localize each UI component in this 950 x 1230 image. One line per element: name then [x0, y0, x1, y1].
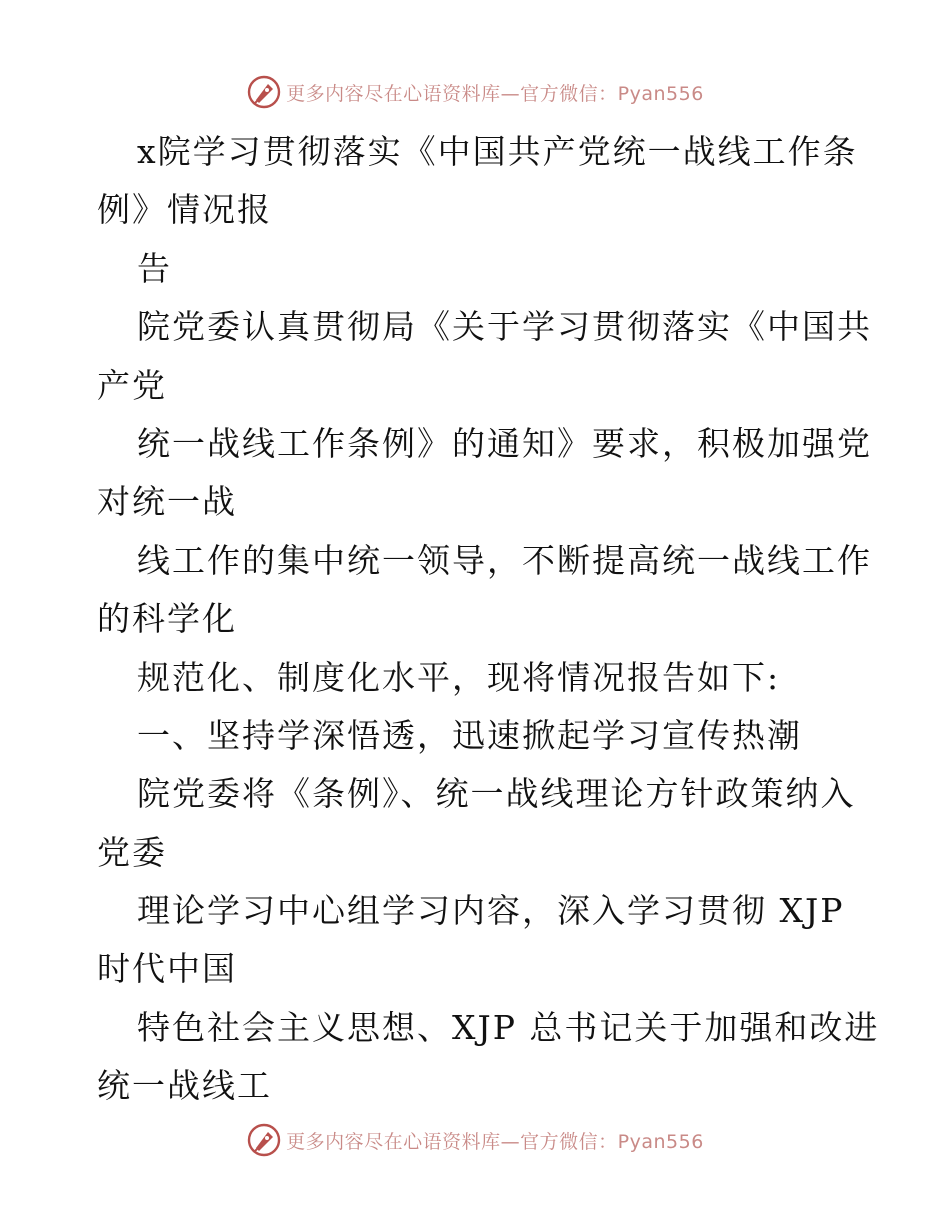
text-line: 线工作的集中统一领导，不断提高统一战线工作 — [137, 540, 872, 580]
header-watermark — [0, 70, 950, 114]
watermark-text: 更多内容尽在心语资料库—官方微信：Pyan556 — [286, 82, 704, 105]
text-line: 一、坚持学深悟透，迅速掀起学习宣传热潮 — [137, 715, 802, 755]
text-line: 例》情况报 — [97, 190, 272, 230]
text-line: 统一战线工 — [97, 1066, 272, 1106]
watermark-text: 更多内容尽在心语资料库—官方微信：Pyan556 — [286, 1130, 704, 1153]
text-line: 理论学习中心组学习内容，深入学习贯彻 XJP — [137, 891, 845, 931]
text-line: 对统一战 — [97, 482, 237, 522]
footer-watermark — [0, 1118, 950, 1162]
text-line: 党委 — [97, 832, 167, 872]
text-line: 特色社会主义思想、XJP 总书记关于加强和改进 — [137, 1007, 880, 1047]
text-line: 规范化、制度化水平，现将情况报告如下: — [137, 657, 781, 697]
text-line: 院党委将《条例》、统一战线理论方针政策纳入 — [137, 774, 856, 814]
text-line: x院学习贯彻落实《中国共产党统一战线工作条 — [137, 132, 858, 171]
text-line: 告 — [137, 248, 172, 288]
text-line: 时代中国 — [97, 949, 237, 989]
text-line: 院党委认真贯彻局《关于学习贯彻落实《中国共 — [137, 307, 872, 347]
document-body — [97, 123, 880, 1116]
text-line: 统一战线工作条例》的通知》要求，积极加强党 — [137, 423, 872, 463]
text-line: 的科学化 — [97, 599, 237, 639]
text-line: 产党 — [97, 365, 167, 405]
pen-nib-logo-icon — [246, 1122, 282, 1158]
pen-nib-logo-icon — [246, 74, 282, 110]
